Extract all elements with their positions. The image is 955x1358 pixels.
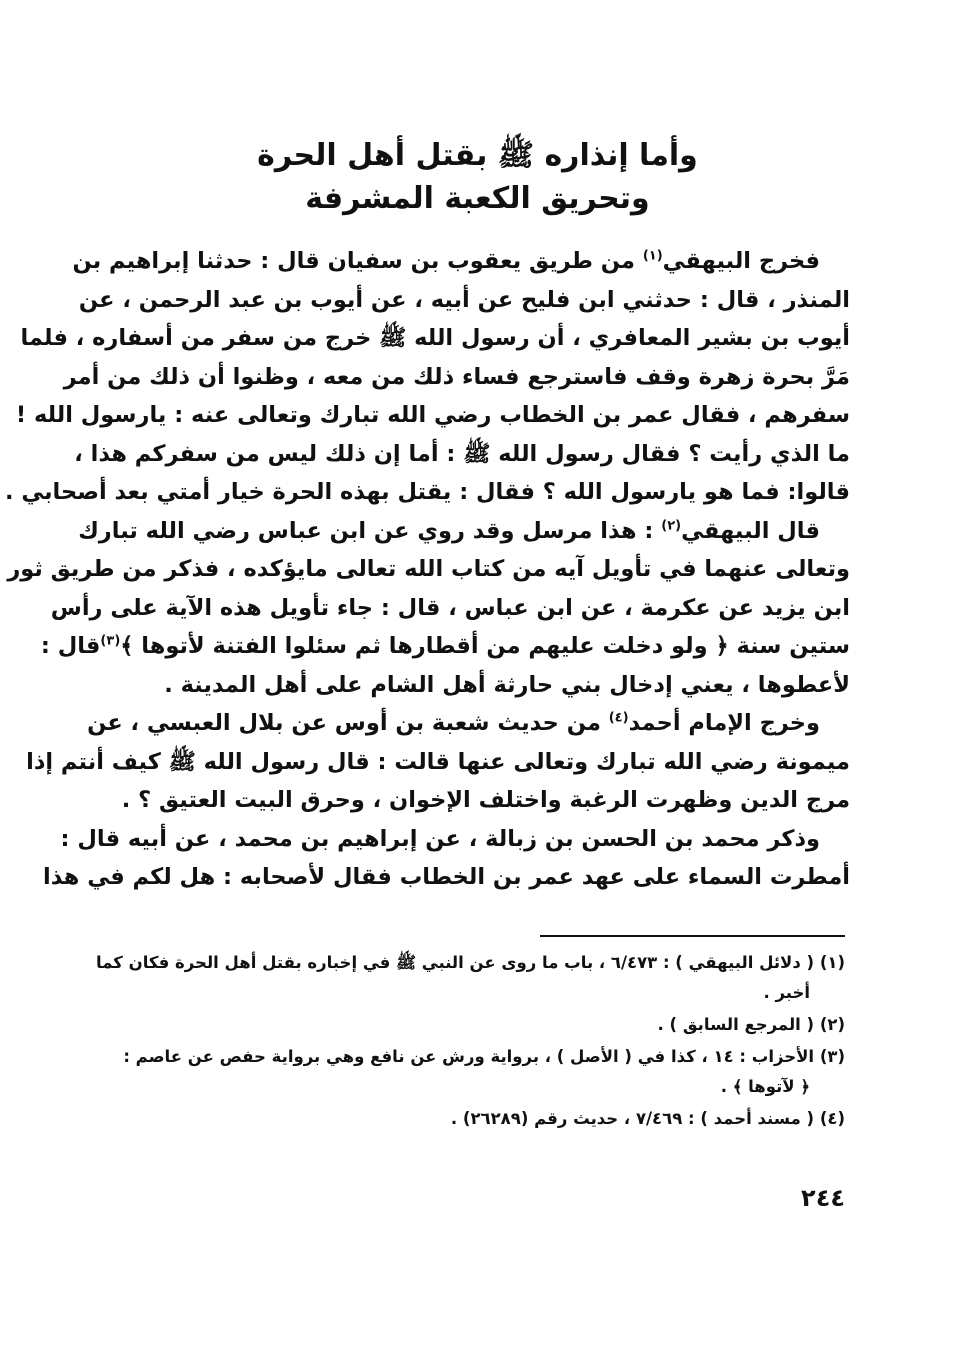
footnote-3-continued: ﴿ لآتوها ﴾ . [720,1077,810,1096]
footnotes [96,948,845,1134]
footnote-ref: (٣) [100,633,121,649]
body-line: وخرج الإمام أحمد$^{(٤)}$ من حديث شعبة بن أوس عن بلال العبسي ، عن [87,710,820,736]
body-line: مَرَّ بحرة زهرة وقف فاسترجع فساء ذلك من معه ، وظنوا أن ذلك من أمر [63,363,850,390]
page-number: ٢٤٤ [801,1184,845,1212]
footnote-4: (٤) ( مسند أحمد ) : ٧/٤٦٩ ، حديث رقم (٢٦٢٨٩) . [450,1109,845,1128]
body-line: وتعالى عنهما في تأويل آيه من كتاب الله تعالى مايؤكده ، فذكر من طريق ثور [7,556,850,582]
body-line: سفرهم ، فقال عمر بن الخطاب رضي الله تبارك وتعالى عنه : يارسول الله ! [15,402,850,428]
body-line: أمطرت السماء على عهد عمر بن الخطاب فقال لأصحابه : هل لكم في هذا [43,864,850,890]
body-line: أيوب بن بشير المعافري ، أن رسول الله ﷺ خرج من سفر من أسفاره ، فلما [20,325,850,351]
body-line: قال البيهقي$^{(٢)}$ : هذا مرسل وقد روي عن ابن عباس رضي الله تبارك [78,517,820,544]
footnote-1-continued: أخبر . [763,983,810,1002]
body-line: فخرج البيهقي$^{(١)}$ من طريق يعقوب بن سفيان قال : حدثنا إبراهيم بن [72,248,820,274]
chapter-title-line-1: وأما إنذاره ﷺ بقتل أهل الحرة [257,138,698,173]
footnote-ref: (٤) [608,710,629,726]
body-line: المنذر ، قال : حدثني ابن فليح عن أبيه ، عن أيوب بن عبد الرحمن ، عن [78,286,850,313]
body-line: وذكر محمد بن الحسن بن زبالة ، عن إبراهيم بن محمد ، عن أبيه قال : [60,825,820,852]
body-line: ابن يزيد عن عكرمة ، عن ابن عباس ، قال : جاء تأويل هذه الآية على رأس [50,594,850,621]
body-line: قالوا: فما هو يارسول الله ؟ فقال : يقتل بهذه الحرة خيار أمتي بعد أصحابي . [4,479,850,505]
footnote-3: (٣) الأحزاب : ١٤ ، كذا في ( الأصل ) ، برواية ورش عن نافع وهي برواية حفص عن عاصم : [123,1047,845,1066]
footnote-ref: (٢) [661,518,682,533]
body-line: مرج الدين وظهرت الرغبة واختلف الإخوان ، وحرق البيت العتيق ؟ . [121,787,850,813]
body-line: ميمونة رضي الله تبارك وتعالى عنها قالت : قال رسول الله ﷺ كيف أنتم إذا [26,748,850,775]
body-line: ستين سنة ﴿ ولو دخلت عليهم من أقطارها ثم سئلوا الفتنة لأتوها ﴾$^{(٣)}$قال : [40,633,850,659]
body-line: لأعطوها ، يعني إدخال بني حارثة أهل الشام على أهل المدينة . [164,671,850,698]
footnote-2: (٢) ( المرجع السابق ) . [657,1015,845,1034]
footnote-ref: (١) [642,248,663,264]
body-line: ما الذي رأيت ؟ فقال رسول الله ﷺ : أما إن ذلك ليس من سفركم هذا ، [74,440,850,467]
footnote-separator [540,935,845,937]
body-text [4,242,850,897]
chapter-title-line-2: وتحريق الكعبة المشرفة [305,181,650,216]
footnote-1: (١) ( دلائل البيهقي ) : ٦/٤٧٣ ، باب ما روى عن النبي ﷺ في إخباره بقتل أهل الحرة فكان كما [96,953,845,972]
